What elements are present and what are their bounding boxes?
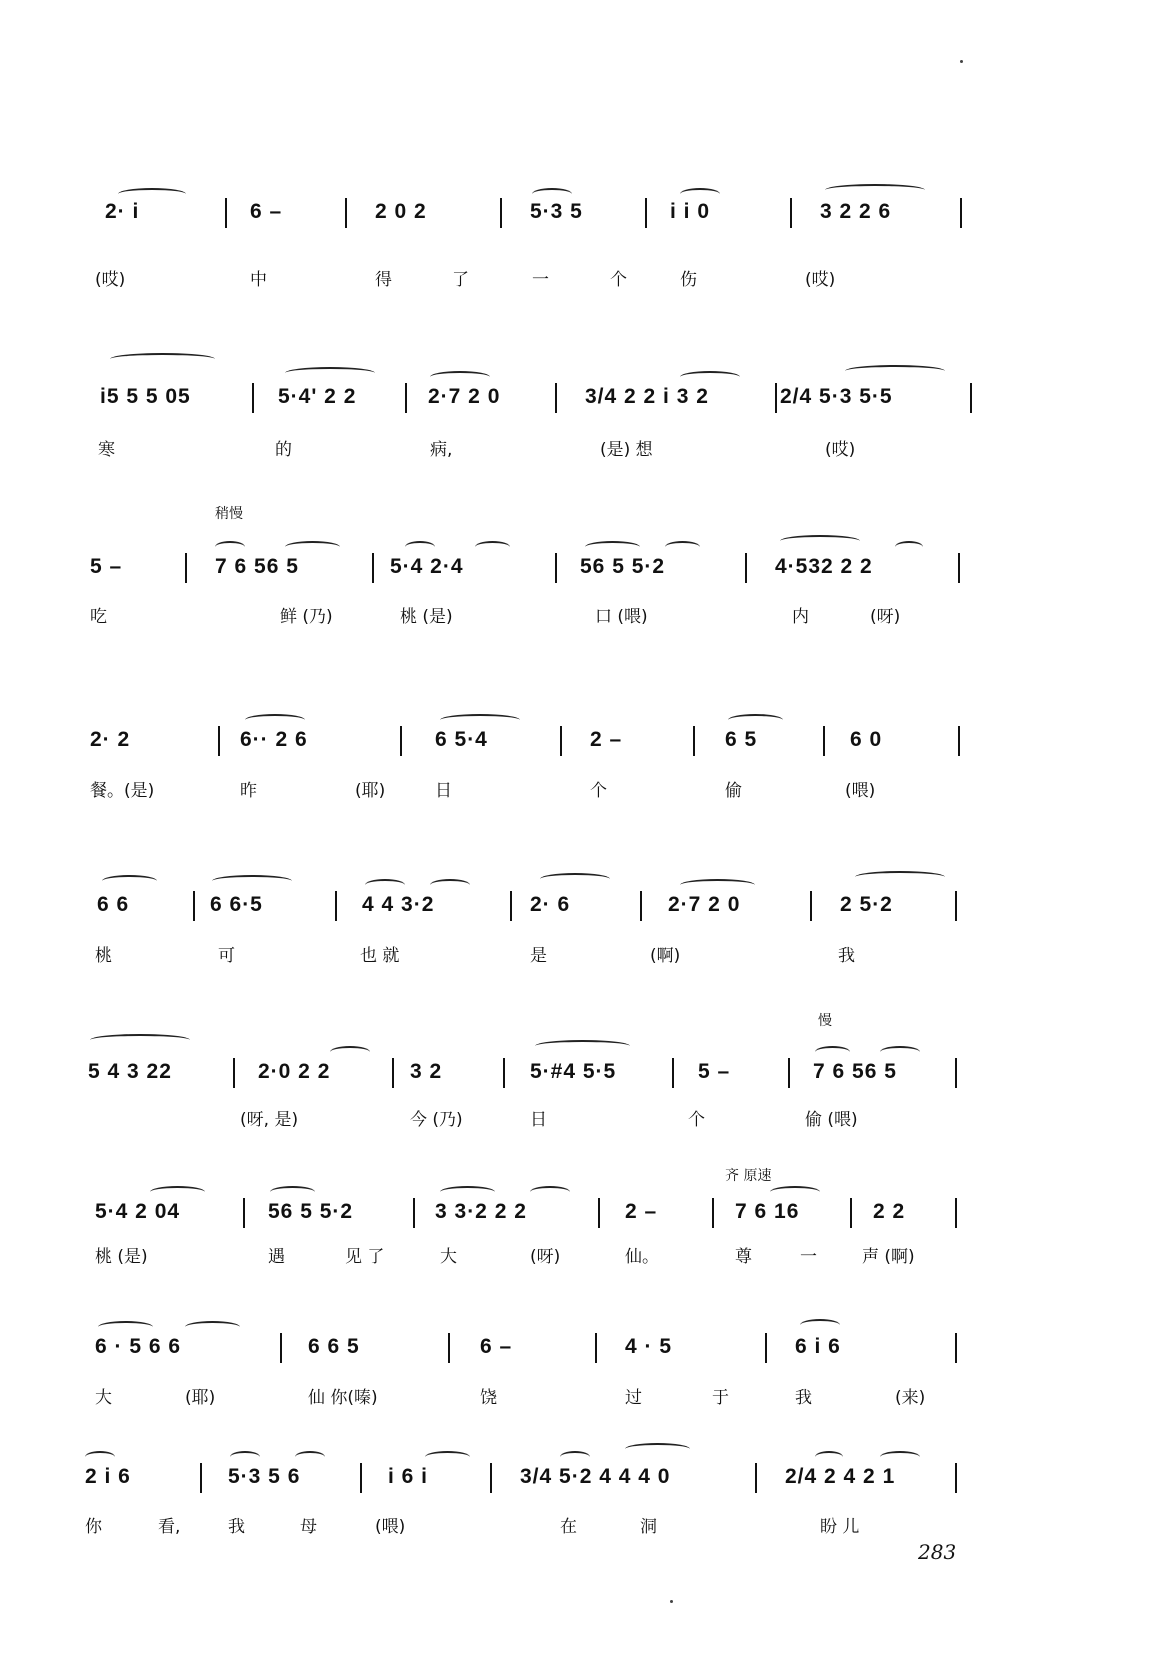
barline (185, 553, 187, 583)
lyric-syllable: 日 (530, 1110, 547, 1130)
lyric-line (0, 1105, 1157, 1139)
measure-notes: 5·3 5 (530, 200, 583, 223)
slur (770, 1186, 820, 1198)
slur (215, 541, 245, 553)
notation-line (0, 893, 1157, 927)
lyric-syllable: 偷 (725, 781, 742, 801)
slur (625, 1443, 690, 1455)
notation-line (0, 728, 1157, 762)
barline (335, 891, 337, 921)
lyric-syllable: 大 (440, 1247, 457, 1267)
measure-notes: 5·#4 5·5 (530, 1060, 617, 1083)
barline (555, 383, 557, 413)
slur (855, 871, 945, 883)
notation-line (0, 1465, 1157, 1499)
barline (560, 726, 562, 756)
lyric-syllable: 声 (啊) (862, 1247, 915, 1267)
lyric-line (0, 941, 1157, 975)
slur (430, 371, 490, 383)
lyric-syllable: 遇 (268, 1247, 285, 1267)
lyric-syllable: 见 了 (345, 1247, 385, 1267)
lyric-line (0, 602, 1157, 636)
measure-notes: 2 i 6 (85, 1465, 131, 1488)
slur (365, 879, 405, 891)
lyric-syllable: (哎) (825, 440, 856, 460)
slur (895, 541, 923, 553)
measure-notes: 6·· 2 6 (240, 728, 308, 751)
lyric-syllable: (是) 想 (600, 440, 653, 460)
lyric-syllable: 中 (250, 270, 267, 290)
barline (252, 383, 254, 413)
notation-line (0, 555, 1157, 589)
scan-speck (960, 60, 963, 63)
slur (150, 1186, 205, 1198)
measure-notes: 2· i (105, 200, 140, 223)
lyric-syllable: 日 (435, 781, 452, 801)
measure-notes: 6 5·4 (435, 728, 488, 751)
measure-notes: 2·7 2 0 (668, 893, 741, 916)
barline (790, 198, 792, 228)
measure-notes: 6 – (480, 1335, 513, 1358)
barline (645, 198, 647, 228)
barline (970, 383, 972, 413)
measure-notes: 6 6 (97, 893, 130, 916)
barline (372, 553, 374, 583)
measure-notes: 7 6 56 5 (215, 555, 299, 578)
measure-notes: 5 – (698, 1060, 731, 1083)
measure-notes: 5·4' 2 2 (278, 385, 357, 408)
barline (955, 1333, 957, 1363)
slur (815, 1451, 843, 1463)
slur (185, 1321, 240, 1333)
measure-notes: 4 · 5 (625, 1335, 673, 1358)
lyric-syllable: 我 (795, 1388, 812, 1408)
lyric-syllable: 桃 (是) (400, 607, 453, 627)
lyric-line (0, 435, 1157, 469)
slur (90, 1034, 190, 1046)
barline (503, 1058, 505, 1088)
barline (413, 1198, 415, 1228)
measure-notes: 6 · 5 6 6 (95, 1335, 182, 1358)
barline (448, 1333, 450, 1363)
barline (960, 198, 962, 228)
measure-notes: 2· 6 (530, 893, 571, 916)
slur (430, 879, 470, 891)
barline (775, 383, 777, 413)
lyric-syllable: (呀, 是) (240, 1110, 299, 1130)
barline (788, 1058, 790, 1088)
barline (225, 198, 227, 228)
lyric-syllable: 过 (625, 1388, 642, 1408)
lyric-syllable: 也 就 (360, 946, 400, 966)
measure-notes: 6 – (250, 200, 283, 223)
slur (285, 367, 375, 379)
barline (233, 1058, 235, 1088)
barline (810, 891, 812, 921)
measure-notes: 56 5 5·2 (580, 555, 666, 578)
measure-notes: i5 5 5 05 (100, 385, 191, 408)
lyric-syllable: 洞 (640, 1517, 657, 1537)
lyric-line (0, 776, 1157, 810)
barline (955, 1198, 957, 1228)
barline (218, 726, 220, 756)
barline (510, 891, 512, 921)
slur (585, 541, 640, 553)
measure-notes: 7 6 16 (735, 1200, 800, 1223)
slur (780, 535, 860, 547)
barline (958, 726, 960, 756)
measure-notes: 56 5 5·2 (268, 1200, 354, 1223)
barline (405, 383, 407, 413)
barline (360, 1463, 362, 1493)
measure-notes: i i 0 (670, 200, 711, 223)
notation-line (0, 1335, 1157, 1369)
lyric-syllable: 桃 (95, 946, 112, 966)
slur (245, 714, 305, 726)
notation-line (0, 200, 1157, 234)
measure-notes: 6 5 (725, 728, 758, 751)
lyric-syllable: 我 (838, 946, 855, 966)
lyric-line (0, 1242, 1157, 1276)
barline (850, 1198, 852, 1228)
lyric-line (0, 265, 1157, 299)
measure-notes: 3 2 (410, 1060, 443, 1083)
measure-notes: 5·4 2 04 (95, 1200, 181, 1223)
lyric-syllable: 在 (560, 1517, 577, 1537)
lyric-syllable: 我 (228, 1517, 245, 1537)
measure-notes: 5 4 3 22 (88, 1060, 172, 1083)
lyric-syllable: 鲜 (乃) (280, 607, 333, 627)
lyric-syllable: 吃 (90, 607, 107, 627)
measure-notes: 5 – (90, 555, 123, 578)
slur (665, 541, 700, 553)
lyric-syllable: 桃 (是) (95, 1247, 148, 1267)
lyric-syllable: (呀) (870, 607, 901, 627)
slur (880, 1451, 920, 1463)
lyric-syllable: 餐。(是) (90, 781, 155, 801)
barline (712, 1198, 714, 1228)
barline (243, 1198, 245, 1228)
barline (490, 1463, 492, 1493)
slur (212, 875, 292, 887)
lyric-syllable: 病, (430, 440, 453, 460)
slur (532, 188, 572, 200)
lyric-line (0, 1383, 1157, 1417)
slur (118, 188, 186, 200)
tempo-marking: 齐 原速 (725, 1168, 772, 1184)
notation-line (0, 385, 1157, 419)
lyric-syllable: 得 (375, 270, 392, 290)
measure-notes: 4·532 2 2 (775, 555, 873, 578)
measure-notes: 6 i 6 (795, 1335, 841, 1358)
lyric-syllable: 可 (218, 946, 235, 966)
slur (270, 1186, 315, 1198)
tempo-marking: 稍慢 (215, 506, 243, 522)
slur (440, 1186, 495, 1198)
barline (955, 891, 957, 921)
slur (102, 875, 157, 887)
slur (825, 184, 925, 196)
lyric-syllable: 内 (792, 607, 809, 627)
scan-speck (670, 1600, 673, 1603)
lyric-syllable: (耶) (355, 781, 386, 801)
slur (110, 353, 215, 365)
barline (955, 1463, 957, 1493)
lyric-syllable: 饶 (480, 1388, 497, 1408)
barline (765, 1333, 767, 1363)
slur (880, 1046, 920, 1058)
measure-notes: 7 6 56 5 (813, 1060, 897, 1083)
slur (560, 1451, 590, 1463)
measure-notes: 2·7 2 0 (428, 385, 501, 408)
slur (800, 1319, 840, 1331)
lyric-syllable: (来) (895, 1388, 926, 1408)
barline (598, 1198, 600, 1228)
measure-notes: 2 0 2 (375, 200, 427, 223)
barline (955, 1058, 957, 1088)
lyric-syllable: (喂) (845, 781, 876, 801)
lyric-syllable: 昨 (240, 781, 257, 801)
lyric-syllable: (耶) (185, 1388, 216, 1408)
slur (285, 541, 340, 553)
measure-notes: 2·0 2 2 (258, 1060, 331, 1083)
measure-notes: 2 – (590, 728, 623, 751)
lyric-syllable: 了 (452, 270, 469, 290)
slur (425, 1451, 470, 1463)
lyric-syllable: 口 (喂) (595, 607, 648, 627)
measure-notes: 5·3 5 6 (228, 1465, 301, 1488)
slur (815, 1046, 850, 1058)
lyric-line (0, 1512, 1157, 1546)
measure-notes: 2 – (625, 1200, 658, 1223)
lyric-syllable: 盼 儿 (820, 1517, 860, 1537)
barline (193, 891, 195, 921)
barline (672, 1058, 674, 1088)
slur (405, 541, 435, 553)
lyric-syllable: 一 (532, 270, 549, 290)
lyric-syllable: 你 (85, 1517, 102, 1537)
lyric-syllable: 于 (712, 1388, 729, 1408)
slur (680, 371, 740, 383)
barline (755, 1463, 757, 1493)
lyric-syllable: (哎) (805, 270, 836, 290)
slur (845, 365, 945, 377)
slur (680, 879, 755, 891)
lyric-syllable: 个 (688, 1110, 705, 1130)
slur (440, 714, 520, 726)
measure-notes: i 6 i (388, 1465, 429, 1488)
barline (823, 726, 825, 756)
slur (98, 1321, 153, 1333)
slur (680, 188, 720, 200)
barline (640, 891, 642, 921)
lyric-syllable: 仙 你(嗪) (308, 1388, 378, 1408)
measure-notes: 3 2 2 6 (820, 200, 892, 223)
lyric-syllable: 个 (590, 781, 607, 801)
measure-notes: 2/4 2 4 2 1 (785, 1465, 896, 1488)
lyric-syllable: (啊) (650, 946, 681, 966)
barline (595, 1333, 597, 1363)
lyric-syllable: (哎) (95, 270, 126, 290)
slur (230, 1451, 260, 1463)
slur (728, 714, 783, 726)
measure-notes: 6 6·5 (210, 893, 263, 916)
lyric-syllable: 母 (300, 1517, 317, 1537)
barline (345, 198, 347, 228)
barline (280, 1333, 282, 1363)
lyric-syllable: 寒 (98, 440, 115, 460)
slur (330, 1046, 370, 1058)
lyric-syllable: 尊 (735, 1247, 752, 1267)
measure-notes: 2· 2 (90, 728, 131, 751)
slur (295, 1451, 325, 1463)
measure-notes: 6 6 5 (308, 1335, 360, 1358)
lyric-syllable: 的 (275, 440, 292, 460)
measure-notes: 2/4 5·3 5·5 (780, 385, 893, 408)
slur (540, 873, 610, 885)
measure-notes: 3/4 5·2 4 4 4 0 (520, 1465, 671, 1488)
slur (535, 1040, 630, 1052)
measure-notes: 4 4 3·2 (362, 893, 435, 916)
lyric-syllable: 今 (乃) (410, 1110, 463, 1130)
measure-notes: 2 5·2 (840, 893, 893, 916)
measure-notes: 2 2 (873, 1200, 906, 1223)
notation-line (0, 1200, 1157, 1234)
lyric-syllable: 偷 (喂) (805, 1110, 858, 1130)
slur (475, 541, 510, 553)
lyric-syllable: 一 (800, 1247, 817, 1267)
lyric-syllable: 是 (530, 946, 547, 966)
lyric-syllable: (呀) (530, 1247, 561, 1267)
barline (693, 726, 695, 756)
lyric-syllable: (喂) (375, 1517, 406, 1537)
page-number: 283 (918, 1540, 957, 1564)
barline (958, 553, 960, 583)
barline (200, 1463, 202, 1493)
slur (85, 1451, 115, 1463)
tempo-marking: 慢 (818, 1013, 832, 1029)
barline (555, 553, 557, 583)
lyric-syllable: 大 (95, 1388, 112, 1408)
barline (392, 1058, 394, 1088)
measure-notes: 5·4 2·4 (390, 555, 464, 578)
lyric-syllable: 伤 (680, 270, 697, 290)
lyric-syllable: 个 (610, 270, 627, 290)
barline (500, 198, 502, 228)
measure-notes: 3/4 2 2 i 3 2 (585, 385, 709, 408)
slur (530, 1186, 570, 1198)
measure-notes: 3 3·2 2 2 (435, 1200, 527, 1223)
lyric-syllable: 仙。 (625, 1247, 659, 1267)
notation-line (0, 1060, 1157, 1094)
barline (400, 726, 402, 756)
measure-notes: 6 0 (850, 728, 883, 751)
lyric-syllable: 看, (158, 1517, 181, 1537)
barline (745, 553, 747, 583)
